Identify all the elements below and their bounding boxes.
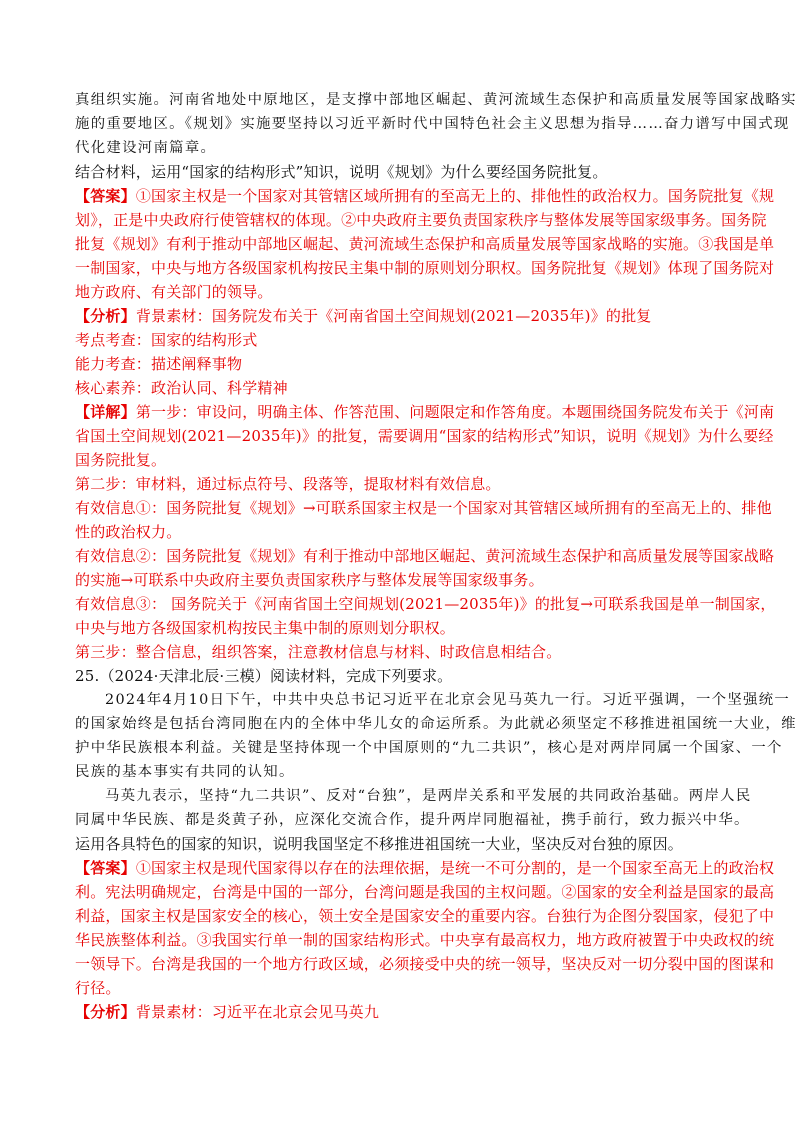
analysis-suyang: 核心素养：政治认同、科学精神 (75, 379, 288, 397)
detail-line: 国务院批复。 (75, 451, 167, 469)
answer-line: 批复《规划》有利于推动中部地区崛起、黄河流域生态保护和高质量发展等国家战略的实施。③我国是单 (75, 235, 775, 253)
q25-header (75, 664, 730, 688)
detail-line: 中央与地方各级国家机构按民主集中制的原则划分职权。 (75, 619, 456, 637)
answer-line: 地方政府、有关部门的领导。 (75, 283, 273, 301)
material-line: 护中华民族根本利益。关键是坚持体现一个中国原则的“九二共识”，核心是对两岸同属一个国家、一个 (75, 740, 783, 756)
q24-question: 结合材料，运用“国家的结构形式”知识，说明《规划》为什么要经国务院批复。 (75, 163, 608, 181)
material-line: 同属中华民族、都是炎黄子孙，应深化交流合作，提升两岸同胞福祉，携手前行，致力振兴中华。 (75, 812, 750, 828)
q25-analysis (75, 1000, 730, 1024)
intro-material (75, 88, 797, 160)
q24-answer (75, 184, 775, 304)
analysis-background: 背景素材：国务院发布关于《河南省国土空间规划(2021—2035年)》的批复 (135, 307, 652, 325)
detail-line: 第二步：审材料，通过标点符号、段落等，提取材料有效信息。 (75, 475, 501, 493)
answer-line: 利益，国家主权是国家安全的核心，领土安全是国家安全的重要内容。台独行为企图分裂国家，侵犯了中 (75, 907, 775, 925)
detail-line: 有效信息③： 国务院关于《河南省国土空间规划(2021—2035年)》的批复→可联系我国是单一制国家， (75, 595, 776, 613)
answer-tag: 【答案】 (75, 859, 136, 877)
q25-material (75, 688, 797, 832)
q24-detail (75, 400, 776, 664)
material-line: 2024年4月10日下午，中共中央总书记习近平在北京会见马英九一行。习近平强调，一个坚强统一 (105, 692, 791, 708)
material-line: 马英九表示，坚持“九二共识”、反对“台独”，是两岸关系和平发展的共同政治基础。两岸人民 (105, 788, 752, 804)
answer-line: ①国家主权是一个国家对其管辖区域所拥有的至高无上的、排他性的政治权力。国务院批复《规 (135, 187, 775, 205)
question-source: （2024·天津北辰·三模） (99, 667, 270, 685)
detail-line: 有效信息①：国务院批复《规划》→可联系国家主权是一个国家对其管辖区域所拥有的至高无上的、排他 (75, 499, 772, 517)
answer-line: 一领导下。台湾是我国的一个地方行政区域，必须接受中央的统一领导，坚决反对一切分裂中国的图谋和 (75, 955, 775, 973)
detail-line: 省国土空间规划(2021—2035年)》的批复，需要调用“国家的结构形式”知识，说明《规划》为什么要经 (75, 427, 774, 445)
q25-answer (75, 856, 775, 1000)
intro-line: 施的重要地区。《规划》实施要坚持以习近平新时代中国特色社会主义思想为指导……奋力谱写中国式现 (75, 116, 790, 132)
q24-analysis (75, 304, 730, 400)
material-line: 的国家始终是包括台湾同胞在内的全体中华儿女的命运所系。为此就必须坚定不移推进祖国统一大业，维 (75, 716, 797, 732)
question-instruction: 阅读材料，完成下列要求。 (269, 667, 453, 685)
answer-line: 利。宪法明确规定，台湾是中国的一部分，台湾问题是我国的主权问题。②国家的安全利益是国家的最高 (75, 883, 775, 901)
detail-line: 性的政治权力。 (75, 523, 182, 541)
detail-line: 的实施→可联系中央政府主要负责国家秩序与整体发展等国家级事务。 (75, 571, 544, 589)
intro-line: 真组织实施。河南省地处中原地区，是支撑中部地区崛起、黄河流域生态保护和高质量发展等国家战略实 (75, 92, 797, 108)
intro-line: 代化建设河南篇章。 (75, 140, 217, 156)
answer-line: 华民族整体利益。③我国实行单一制的国家结构形式。中央享有最高权力，地方政府被置于中央政权的统 (75, 931, 775, 949)
q25-question: 运用各具特色的国家的知识，说明我国坚定不移推进祖国统一大业，坚决反对台独的原因。 (75, 835, 684, 853)
answer-line: 划》，正是中央政府行使管辖权的体现。②中央政府主要负责国家秩序与整体发展等国家级事务。国务院 (75, 211, 767, 229)
document-page (75, 88, 797, 1024)
detail-line: 有效信息②：国务院批复《规划》有利于推动中部地区崛起、黄河流域生态保护和高质量发展等国家战略 (75, 547, 775, 565)
analysis-tag: 【分析】 (75, 307, 136, 325)
question-number: 25. (75, 667, 100, 685)
detail-line: 第三步：整合信息，组织答案，注意教材信息与材料、时政信息相结合。 (75, 643, 562, 661)
answer-line: 行径。 (75, 979, 121, 997)
analysis-kaodian: 考点考查：国家的结构形式 (75, 331, 258, 349)
analysis-tag: 【分析】 (75, 1003, 136, 1021)
analysis-background: 背景素材：习近平在北京会见马英九 (135, 1003, 380, 1021)
detail-tag: 【详解】 (75, 403, 136, 421)
detail-line: 第一步：审设问，明确主体、作答范围、问题限定和作答角度。本题围绕国务院发布关于《河南 (135, 403, 775, 421)
answer-line: ①国家主权是现代国家得以存在的法理依据，是统一不可分割的，是一个国家至高无上的政治权 (135, 859, 775, 877)
answer-tag: 【答案】 (75, 187, 136, 205)
material-line: 民族的基本事实有共同的认知。 (75, 764, 295, 780)
answer-line: 一制国家，中央与地方各级国家机构按民主集中制的原则划分职权。国务院批复《规划》体现了国务院对 (75, 259, 775, 277)
analysis-nengli: 能力考查：描述阐释事物 (75, 355, 243, 373)
